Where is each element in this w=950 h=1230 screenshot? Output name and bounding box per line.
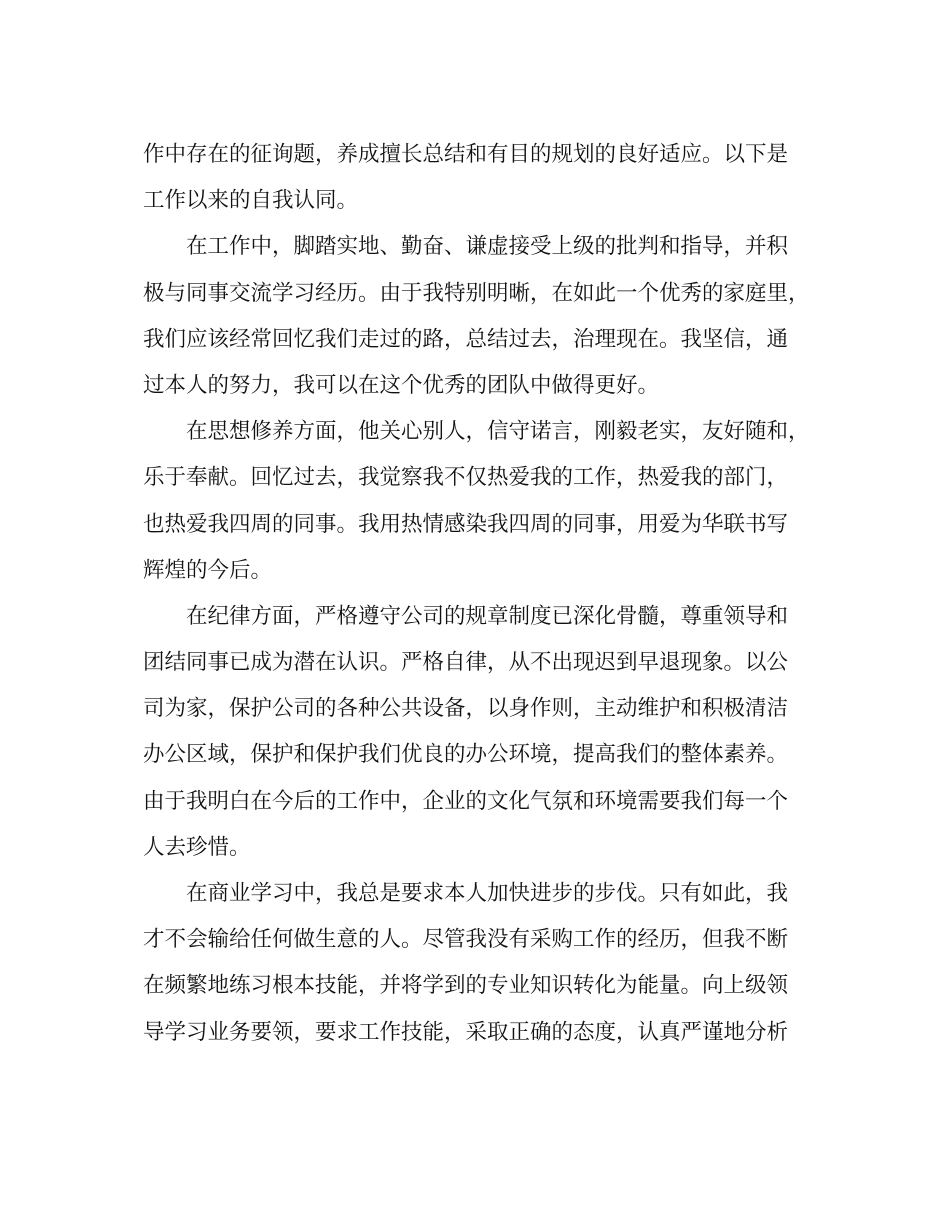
text-line: 办公区域，保护和保护我们优良的办公环境，提高我们的整体素养。 <box>143 742 789 768</box>
paragraph-first-line: 在思想修养方面，他关心别人，信守诺言，刚毅老实，友好随和， <box>186 419 810 445</box>
text-line: 由于我明白在今后的工作中，企业的文化气氛和环境需要我们每一个 <box>143 788 789 814</box>
text-line: 我们应该经常回忆我们走过的路，总结过去，治理现在。我坚信，通 <box>143 326 789 352</box>
text-line: 司为家，保护公司的各种公共设备，以身作则，主动维护和积极清洁 <box>143 696 789 722</box>
paragraph-first-line: 在工作中，脚踏实地、勤奋、谦虚接受上级的批判和指导，并积 <box>186 234 789 260</box>
text-line: 也热爱我四周的同事。我用热情感染我四周的同事，用爱为华联书写 <box>143 511 789 537</box>
text-line: 乐于奉献。回忆过去，我觉察我不仅热爱我的工作，热爱我的部门， <box>143 465 789 491</box>
text-line: 才不会输给任何做生意的人。尽管我没有采购工作的经历，但我不断 <box>143 927 789 953</box>
text-line: 工作以来的自我认同。 <box>143 188 359 214</box>
text-line: 辉煌的今后。 <box>143 557 273 583</box>
text-line: 极与同事交流学习经历。由于我特别明晰，在如此一个优秀的家庭里， <box>143 280 810 306</box>
paragraph-first-line: 在纪律方面，严格遵守公司的规章制度已深化骨髓，尊重领导和 <box>186 603 789 629</box>
text-line: 作中存在的征询题，养成擅长总结和有目的规划的良好适应。以下是 <box>143 142 789 167</box>
document-body <box>143 132 813 1056</box>
text-line: 人去珍惜。 <box>143 834 251 860</box>
text-line: 团结同事已成为潜在认识。严格自律，从不出现迟到早退现象。以公 <box>143 650 789 676</box>
paragraph-first-line: 在商业学习中，我总是要求本人加快进步的步伐。只有如此，我 <box>186 881 789 906</box>
text-line: 过本人的努力，我可以在这个优秀的团队中做得更好。 <box>143 372 660 398</box>
text-line: 导学习业务要领，要求工作技能，采取正确的态度，认真严谨地分析 <box>143 1019 789 1045</box>
text-line: 在频繁地练习根本技能，并将学到的专业知识转化为能量。向上级领 <box>143 973 789 999</box>
